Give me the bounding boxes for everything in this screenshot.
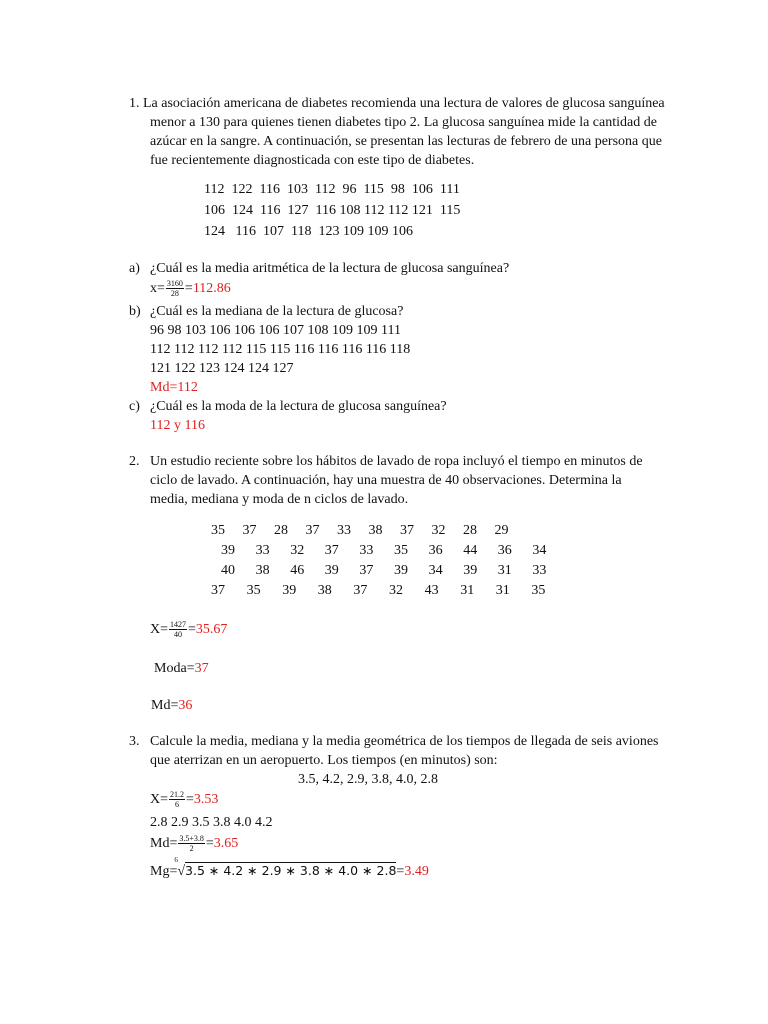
q2-table-cell: 37 [305, 523, 320, 538]
q1b-sorted-2: 112 112 112 112 115 115 116 116 116 116 118 [150, 342, 411, 357]
q2-table-cell: 35 [531, 583, 546, 598]
q1-data-row-2: 106 124 116 127 116 108 112 112 121 115 [204, 203, 461, 218]
q2-table-cell: 37 [242, 523, 257, 538]
q2-table-cell: 35 [246, 583, 261, 598]
q2-table-cell: 40 [221, 563, 235, 578]
q3-mean-numerator: 21.2 [170, 790, 185, 800]
q2-mode-answer: 37 [194, 661, 209, 676]
q3-median-denominator: 2 [189, 844, 194, 854]
q2-table-cell: 37 [359, 563, 374, 578]
q3-mean-fraction [169, 790, 185, 809]
q2-table-cell: 37 [400, 523, 414, 538]
q3-median-prefix: Md= [150, 836, 178, 851]
q3-geo-prefix: Mg= [150, 864, 178, 879]
q1a-answer: 112.86 [192, 281, 231, 296]
q3-geo-answer: 3.49 [404, 864, 429, 879]
q2-mean-answer: 35.67 [195, 622, 228, 637]
q1a-numerator: 3160 [166, 279, 183, 289]
q2-mean-equals: = [188, 622, 196, 637]
q2-table-cell: 35 [394, 543, 408, 558]
q2-table-cell: 28 [274, 523, 288, 538]
q2-table-cell: 35 [211, 523, 225, 538]
q2-table-cell: 36 [497, 543, 512, 558]
q3-median-answer: 3.65 [213, 836, 239, 851]
q2-table-cell: 43 [424, 583, 439, 598]
q1a-equals: = [184, 281, 193, 296]
q2-median-label: Md= [151, 698, 179, 713]
q2-table-cell: 39 [463, 563, 478, 578]
q3-median-numerator: 3.5+3.8 [179, 834, 204, 844]
q3-line-2: que aterrizan en un aeropuerto. Los tiempos (en minutos) son: [150, 753, 498, 768]
q2-mean-fraction [169, 620, 187, 639]
q3-geo-index: 6 [174, 856, 178, 864]
q2-mean-line [150, 620, 227, 639]
q1a-marker: a) [129, 261, 140, 276]
q2-table-cell: 38 [317, 583, 332, 598]
q2-table-cell: 28 [463, 523, 477, 538]
q2-table-cell: 36 [428, 543, 443, 558]
q1b-answer: Md=112 [150, 380, 198, 395]
q3-mean-prefix: X= [150, 792, 169, 807]
q3-mean-answer: 3.53 [193, 792, 219, 807]
q2-table-cell: 39 [282, 583, 297, 598]
q2-table-cell: 37 [324, 543, 339, 558]
q1c-marker: c) [129, 399, 140, 414]
q2-table-cell: 33 [337, 523, 351, 538]
q2-line-2: ciclo de lavado. A continuación, hay una muestra de 40 observaciones. Determina la [150, 473, 622, 488]
q3-values: 3.5, 4.2, 2.9, 3.8, 4.0, 2.8 [298, 772, 438, 787]
q2-table-cell: 33 [359, 543, 374, 558]
q3-sorted: 2.8 2.9 3.5 3.8 4.0 4.2 [150, 815, 273, 830]
q3-geo-root [174, 856, 397, 881]
q2-mean-prefix: X= [150, 622, 169, 637]
q2-table-cell: 38 [368, 523, 383, 538]
q3-geo-radicand: 3.5 ∗ 4.2 ∗ 2.9 ∗ 3.8 ∗ 4.0 ∗ 2.8 [185, 863, 397, 878]
q3-line-1: Calcule la media, mediana y la media geométrica de los tiempos de llegada de seis aviones [150, 734, 659, 749]
q1-data-row-1: 112 122 116 103 112 96 115 98 106 111 [204, 182, 460, 197]
q1a-prefix: x= [150, 281, 165, 296]
q2-table-cell: 39 [324, 563, 339, 578]
q3-mean-denominator: 6 [175, 800, 180, 810]
q2-mean-numerator: 1427 [170, 620, 187, 630]
q2-line-1: Un estudio reciente sobre los hábitos de lavado de ropa incluyó el tiempo en minutos de [150, 454, 643, 469]
q2-table-cell: 39 [221, 543, 235, 558]
q2-table-cell: 34 [428, 563, 443, 578]
q2-mode-label: Moda= [154, 661, 195, 676]
q3-median-equals: = [205, 836, 214, 851]
q2-table-cell: 32 [290, 543, 305, 558]
q3-median-line [150, 834, 238, 853]
q2-table-cell: 38 [255, 563, 270, 578]
q2-median-answer: 36 [178, 698, 193, 713]
q2-mean-denominator: 40 [174, 630, 183, 640]
q2-table-cell: 33 [532, 563, 547, 578]
q2-mode-line [154, 659, 209, 678]
q2-table-cell: 31 [495, 583, 510, 598]
q2-median-line [151, 696, 192, 715]
q2-table-cell: 37 [353, 583, 368, 598]
q1a-answer-line [150, 279, 231, 298]
q2-table-cell: 29 [494, 523, 509, 538]
q1b-marker: b) [129, 304, 141, 319]
q1b-sorted-1: 96 98 103 106 106 106 107 108 109 109 111 [150, 323, 401, 338]
q1c-answer: 112 y 116 [150, 418, 205, 433]
q2-table-cell: 46 [290, 563, 305, 578]
q1-line-3: azúcar en la sangre. A continuación, se presentan las lecturas de febrero de una persona que [150, 134, 662, 149]
q2-table-cell: 33 [255, 543, 270, 558]
q1b-question: ¿Cuál es la mediana de la lectura de glucosa? [150, 304, 404, 319]
q1a-question: ¿Cuál es la media aritmética de la lectura de glucosa sanguínea? [150, 261, 510, 276]
q2-table-cell: 44 [463, 543, 478, 558]
radical-icon: √ [177, 864, 186, 879]
q1b-sorted-3: 121 122 123 124 124 127 [150, 361, 294, 376]
q1c-question: ¿Cuál es la moda de la lectura de glucosa sanguínea? [150, 399, 447, 414]
q1-line-1: 1. La asociación americana de diabetes recomienda una lectura de valores de glucosa sanguínea [129, 96, 665, 111]
q2-table-cell: 31 [497, 563, 512, 578]
q1-data-row-3: 124 116 107 118 123 109 109 106 [204, 224, 413, 239]
q3-median-fraction [178, 834, 205, 853]
q1a-fraction [166, 279, 184, 298]
q3-marker: 3. [129, 734, 140, 749]
q2-table-cell: 39 [394, 563, 408, 578]
q2-marker: 2. [129, 454, 140, 469]
q2-table-cell: 32 [389, 583, 403, 598]
q2-table-cell: 37 [211, 583, 225, 598]
q1-line-4: fue recientemente diagnosticada con este tipo de diabetes. [150, 153, 475, 168]
q2-line-3: media, mediana y moda de n ciclos de lavado. [150, 492, 409, 507]
q2-table-cell: 32 [431, 523, 446, 538]
q3-mean-equals: = [186, 792, 194, 807]
q3-mean-line [150, 790, 218, 809]
q2-table-cell: 31 [460, 583, 475, 598]
q2-table-cell: 34 [532, 543, 547, 558]
q1a-denominator: 28 [170, 289, 179, 299]
q1-line-2: menor a 130 para quienes tienen diabetes tipo 2. La glucosa sanguínea mide la cantidad de [150, 115, 657, 130]
q3-geo-line [150, 856, 429, 881]
q3-geo-equals: = [396, 864, 405, 879]
